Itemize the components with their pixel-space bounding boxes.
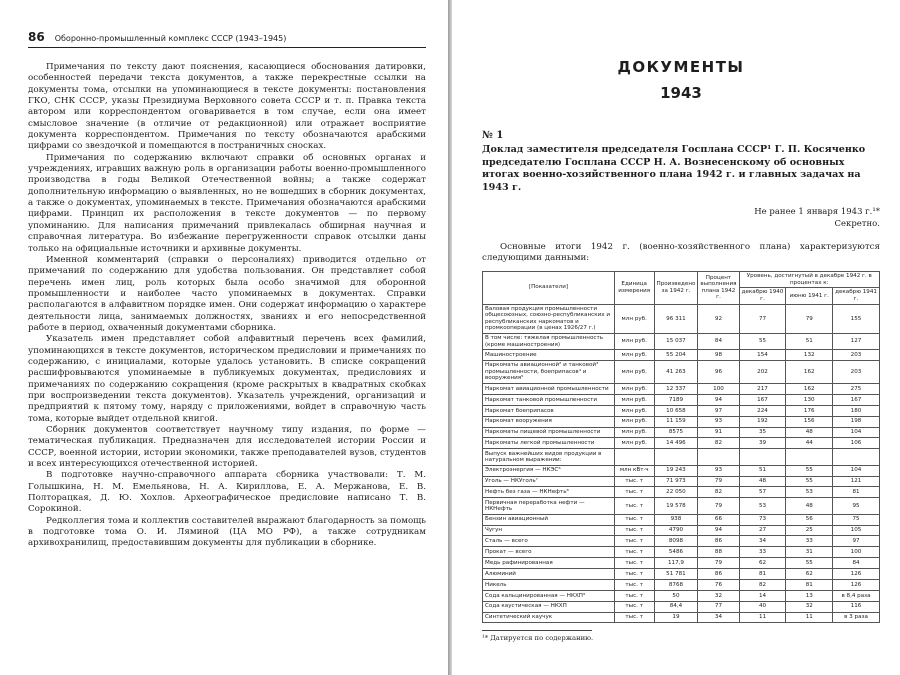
header-dec-1941: декабрю 1941 г. — [833, 288, 880, 304]
table-row — [483, 601, 880, 612]
cell-produced: 84,4 — [654, 601, 698, 612]
cell-produced: 117,9 — [654, 558, 698, 569]
header-percent-plan: Процент выполнения плана 1942 г. — [698, 271, 739, 304]
cell-percent-plan: 79 — [698, 558, 739, 569]
cell-percent-plan: 34 — [698, 612, 739, 623]
cell-indicator: Валовая продукция промышленности общесоюзных, союзно-республиканских и республиканских наркоматов и промкооперации (в ценах 1926/27 г.) — [483, 304, 615, 333]
year-heading: 1943 — [660, 84, 702, 102]
cell-indicator: Сода кальцинированная — НКХП⁹ — [483, 590, 615, 601]
cell-jun-1941: 79 — [786, 304, 833, 333]
table-row — [483, 558, 880, 569]
cell-dec-1941: 121 — [833, 476, 880, 487]
table-row — [483, 394, 880, 405]
paragraph: Сборник документов соответствует научному типу издания, по форме — тематическая публикация. Предназначен для исследователей истории России и СССР, военной истории, истории экономики, также преподавателей вузов, студентов и всех интересующихся отечественной историей. — [28, 425, 426, 470]
cell-dec-1940: 57 — [739, 487, 786, 498]
cell-percent-plan: 77 — [698, 601, 739, 612]
classification-mark: Секретно. — [834, 219, 880, 229]
cell-dec-1941: 97 — [833, 536, 880, 547]
cell-jun-1941: 81 — [786, 579, 833, 590]
cell-unit: тыс. т — [614, 590, 654, 601]
cell-jun-1941: 162 — [786, 384, 833, 395]
cell-dec-1941: 106 — [833, 438, 880, 449]
paragraph: Примечания по тексту дают пояснения, касающиеся обоснования датировки, особенностей передачи текста документов, а также перекрестные ссылки на документы тома, отсылки на упоминающиеся в тексте документы: постановления ГКО, СНК СССР, указы Президиума Верховного совета СССР и т. п. Правка текста автором или корреспондентом оговаривается в том случае, если она имеет смысловое значение (в отличие от редакционной) или отражает восприятие документа корреспондентом. Примечания по тексту обозначаются арабскими цифрами со звездочкой и помещаются в постраничных сносках. — [28, 62, 426, 152]
cell-percent-plan: 94 — [698, 525, 739, 536]
cell-dec-1941: 167 — [833, 394, 880, 405]
cell-indicator: Наркомат танковой промышленности — [483, 394, 615, 405]
cell-percent-plan: 93 — [698, 465, 739, 476]
cell-jun-1941: 48 — [786, 427, 833, 438]
header-level-group: Уровень, достигнутый в декабре 1942 г. в процентах к: — [739, 271, 879, 287]
cell-jun-1941: 130 — [786, 394, 833, 405]
cell-percent-plan: 82 — [698, 438, 739, 449]
cell-unit: млн руб. — [614, 416, 654, 427]
cell-dec-1941: 81 — [833, 487, 880, 498]
cell-indicator: Медь рафинированная — [483, 558, 615, 569]
table-row — [483, 350, 880, 361]
cell-unit: млн руб. — [614, 405, 654, 416]
table-row — [483, 579, 880, 590]
cell-dec-1941: 198 — [833, 416, 880, 427]
cell-produced: 11 159 — [654, 416, 698, 427]
cell-dec-1941: 155 — [833, 304, 880, 333]
cell-jun-1941: 56 — [786, 514, 833, 525]
table-row — [483, 384, 880, 395]
cell-indicator: Наркоматы пищевой промышленности — [483, 427, 615, 438]
cell-jun-1941: 55 — [786, 558, 833, 569]
cell-produced: 19 578 — [654, 498, 698, 514]
cell-dec-1940: 51 — [739, 465, 786, 476]
cell-dec-1940: 77 — [739, 304, 786, 333]
cell-unit: тыс. т — [614, 601, 654, 612]
cell-produced: 22 050 — [654, 487, 698, 498]
cell-unit — [614, 449, 654, 465]
cell-dec-1940: 73 — [739, 514, 786, 525]
cell-dec-1940: 11 — [739, 612, 786, 623]
right-page — [452, 0, 900, 675]
cell-dec-1941: 203 — [833, 361, 880, 384]
cell-percent-plan: 93 — [698, 416, 739, 427]
cell-dec-1941: 126 — [833, 569, 880, 580]
cell-indicator: Машиностроение — [483, 350, 615, 361]
header-unit: Единица измерения — [614, 271, 654, 304]
cell-dec-1940: 14 — [739, 590, 786, 601]
cell-dec-1940: 40 — [739, 601, 786, 612]
cell-percent-plan: 79 — [698, 476, 739, 487]
cell-jun-1941: 31 — [786, 547, 833, 558]
cell-percent-plan: 97 — [698, 405, 739, 416]
cell-produced: 14 496 — [654, 438, 698, 449]
cell-jun-1941: 156 — [786, 416, 833, 427]
cell-dec-1940: 39 — [739, 438, 786, 449]
header-jun-1941: июню 1941 г. — [786, 288, 833, 304]
cell-percent-plan: 79 — [698, 498, 739, 514]
cell-unit: млн руб. — [614, 333, 654, 349]
cell-indicator: Чугун — [483, 525, 615, 536]
document-title: Доклад заместителя председателя Госплана СССР¹ Г. П. Косяченко председателю Госплана СССР Н. А. Вознесенскому об основных итогах военно-хозяйственного плана 1942 г. и главных задачах на 1943 г. — [482, 144, 866, 193]
cell-unit: тыс. т — [614, 569, 654, 580]
document-date: Не ранее 1 января 1943 г.¹* — [754, 207, 880, 217]
cell-indicator: Синтетический каучук — [483, 612, 615, 623]
cell-produced — [654, 449, 698, 465]
cell-percent-plan: 82 — [698, 487, 739, 498]
cell-unit: тыс. т — [614, 612, 654, 623]
cell-produced: 96 311 — [654, 304, 698, 333]
cell-indicator: Сода каустическая — НКХП — [483, 601, 615, 612]
paragraph: Именной комментарий (справки о персоналиях) приводится отдельно от примечаний по содержанию для удобства пользования. Он представляет собой перечень имен лиц, роль которых была особо значимой для оборонной промышленности и наиболее часто упоминаемых в документах. Справки располагаются в алфавитном порядке имен. Они содержат информацию о характере деятельности лица, занимаемых должностях, званиях и его непосредственной работе в период, охваченный документами сборника. — [28, 254, 426, 333]
cell-dec-1940: 192 — [739, 416, 786, 427]
cell-unit: млн руб. — [614, 427, 654, 438]
cell-dec-1940: 35 — [739, 427, 786, 438]
cell-percent-plan: 98 — [698, 350, 739, 361]
cell-indicator: Бензин авиационный — [483, 514, 615, 525]
cell-indicator: Наркомат вооружения — [483, 416, 615, 427]
cell-percent-plan: 94 — [698, 394, 739, 405]
cell-produced: 938 — [654, 514, 698, 525]
cell-dec-1941: 100 — [833, 547, 880, 558]
cell-percent-plan: 86 — [698, 536, 739, 547]
cell-unit: млн руб. — [614, 304, 654, 333]
cell-unit: тыс. т — [614, 525, 654, 536]
document-number: № 1 — [482, 130, 504, 141]
cell-indicator: Наркоматы легкой промышленности — [483, 438, 615, 449]
cell-dec-1940: 202 — [739, 361, 786, 384]
results-table — [482, 271, 880, 624]
cell-indicator: В том числе: тяжелая промышленность (кроме машиностроения) — [483, 333, 615, 349]
cell-produced: 51 781 — [654, 569, 698, 580]
cell-dec-1941: 104 — [833, 427, 880, 438]
cell-dec-1941: 75 — [833, 514, 880, 525]
cell-jun-1941: 55 — [786, 465, 833, 476]
cell-dec-1940: 33 — [739, 547, 786, 558]
cell-jun-1941: 33 — [786, 536, 833, 547]
cell-jun-1941: 176 — [786, 405, 833, 416]
running-header — [28, 30, 426, 48]
cell-produced: 8768 — [654, 579, 698, 590]
cell-dec-1940: 154 — [739, 350, 786, 361]
cell-percent-plan: 84 — [698, 333, 739, 349]
cell-dec-1941: 95 — [833, 498, 880, 514]
footnote-rule — [482, 630, 592, 631]
left-page — [0, 0, 448, 675]
cell-indicator: Наркомат боеприпасов — [483, 405, 615, 416]
cell-produced: 8098 — [654, 536, 698, 547]
running-head-title: Оборонно-промышленный комплекс СССР (1943–1945) — [54, 34, 287, 43]
cell-jun-1941: 132 — [786, 350, 833, 361]
cell-produced: 5486 — [654, 547, 698, 558]
cell-unit: млн руб. — [614, 350, 654, 361]
cell-dec-1940: 82 — [739, 579, 786, 590]
cell-dec-1941: 116 — [833, 601, 880, 612]
cell-percent-plan: 66 — [698, 514, 739, 525]
cell-jun-1941: 55 — [786, 476, 833, 487]
cell-indicator: Электроэнергия — НКЭС⁶ — [483, 465, 615, 476]
table-row — [483, 427, 880, 438]
cell-unit: тыс. т — [614, 514, 654, 525]
cell-percent-plan: 76 — [698, 579, 739, 590]
intro-paragraph: Основные итоги 1942 г. (военно-хозяйственного плана) характеризуются следующими данными: — [482, 242, 880, 264]
cell-dec-1940: 34 — [739, 536, 786, 547]
cell-indicator: Никель — [483, 579, 615, 590]
cell-dec-1940: 27 — [739, 525, 786, 536]
cell-jun-1941: 162 — [786, 361, 833, 384]
table-row — [483, 514, 880, 525]
cell-unit: тыс. т — [614, 579, 654, 590]
cell-unit: млн руб. — [614, 384, 654, 395]
cell-dec-1941: 126 — [833, 579, 880, 590]
cell-produced: 19 243 — [654, 465, 698, 476]
cell-dec-1940: 62 — [739, 558, 786, 569]
cell-indicator: Нефть без газа — НКНефть⁸ — [483, 487, 615, 498]
cell-dec-1940 — [739, 449, 786, 465]
cell-produced: 8575 — [654, 427, 698, 438]
cell-unit: тыс. т — [614, 536, 654, 547]
cell-unit: тыс. т — [614, 558, 654, 569]
cell-dec-1940: 53 — [739, 498, 786, 514]
table-row — [483, 569, 880, 580]
cell-percent-plan: 88 — [698, 547, 739, 558]
paragraph: Редколлегия тома и коллектив составителей выражают благодарность за помощь в подготовке тома О. И. Ляминой (ЦА МО РФ), а также сотрудникам архивохранилищ, предоставившим документы для публикации в сборнике. — [28, 515, 426, 549]
cell-jun-1941: 13 — [786, 590, 833, 601]
cell-jun-1941: 48 — [786, 498, 833, 514]
cell-produced: 12 337 — [654, 384, 698, 395]
table-row — [483, 405, 880, 416]
cell-jun-1941: 51 — [786, 333, 833, 349]
cell-produced: 4790 — [654, 525, 698, 536]
cell-dec-1940: 55 — [739, 333, 786, 349]
cell-indicator: Наркоматы авиационной² и танковой³ промышленности, боеприпасов⁴ и вооружения⁵ — [483, 361, 615, 384]
cell-unit: тыс. т — [614, 498, 654, 514]
paragraph: Указатель имен представляет собой алфавитный перечень всех фамилий, упоминающихся в тексте документов, историческом предисловии и примечаниях по содержанию, с инициалами, которые удалось установить. В списке сокращений расшифровываются упоминаемые в публикуемых документах, предисловиях и примечаниях по содержанию сокращения (кроме раскрытых в квадратных скобках при воспроизведении текста документов). Указатель учреждений, организаций и предприятий к пятому тому, наряду с приложениями, войдет в справочную часть тома, которые выйдет отдельной книгой. — [28, 334, 426, 424]
cell-jun-1941: 25 — [786, 525, 833, 536]
header-dec-1940: декабрю 1940 г. — [739, 288, 786, 304]
cell-unit: тыс. т — [614, 476, 654, 487]
cell-dec-1941 — [833, 449, 880, 465]
table-row — [483, 416, 880, 427]
cell-dec-1941: 84 — [833, 558, 880, 569]
cell-indicator: Прокат — всего — [483, 547, 615, 558]
table-row — [483, 498, 880, 514]
cell-indicator: Первичная переработка нефти — НКНефть — [483, 498, 615, 514]
cell-percent-plan: 100 — [698, 384, 739, 395]
cell-unit: млн руб. — [614, 394, 654, 405]
table-row — [483, 476, 880, 487]
cell-dec-1941: 104 — [833, 465, 880, 476]
cell-dec-1941: 127 — [833, 333, 880, 349]
table-row — [483, 487, 880, 498]
cell-indicator: Уголь — НКУголь⁷ — [483, 476, 615, 487]
table-row — [483, 333, 880, 349]
cell-unit: тыс. т — [614, 487, 654, 498]
table-row — [483, 438, 880, 449]
cell-unit: млн руб. — [614, 438, 654, 449]
cell-produced: 41 263 — [654, 361, 698, 384]
cell-jun-1941: 11 — [786, 612, 833, 623]
cell-produced: 7189 — [654, 394, 698, 405]
cell-produced: 55 204 — [654, 350, 698, 361]
table-row — [483, 547, 880, 558]
cell-dec-1940: 81 — [739, 569, 786, 580]
cell-indicator: Алюминий — [483, 569, 615, 580]
cell-indicator: Выпуск важнейших видов продукции в натуральном выражении: — [483, 449, 615, 465]
paragraph: В подготовке научно-справочного аппарата сборника участвовали: Т. М. Голышкина, Н. М. Емельянова, Н. А. Кириллова, Е. А. Мержанова, Е. В. Полторацкая, Д. Ю. Хохлов. Археографическое предисловие написано Т. В. Сорокиной. — [28, 470, 426, 515]
cell-dec-1940: 167 — [739, 394, 786, 405]
cell-unit: тыс. т — [614, 547, 654, 558]
cell-indicator: Наркомат авиационной промышленности — [483, 384, 615, 395]
table-row — [483, 361, 880, 384]
header-produced: Произведено за 1942 г. — [654, 271, 698, 304]
cell-jun-1941: 32 — [786, 601, 833, 612]
cell-produced: 50 — [654, 590, 698, 601]
cell-percent-plan: 32 — [698, 590, 739, 601]
cell-percent-plan: 91 — [698, 427, 739, 438]
cell-produced: 10 658 — [654, 405, 698, 416]
cell-unit: млн руб. — [614, 361, 654, 384]
table-row — [483, 449, 880, 465]
cell-dec-1940: 217 — [739, 384, 786, 395]
table-row — [483, 525, 880, 536]
cell-dec-1941: 180 — [833, 405, 880, 416]
cell-unit: млн кВт·ч — [614, 465, 654, 476]
cell-produced: 19 — [654, 612, 698, 623]
paragraph: Примечания по содержанию включают справки об основных органах и учреждениях, игравших важную роль в организации работы военно-промышленного производства в годы Великой Отечественной войны; а также содержат дополнительную информацию о выявленных, но не вошедших в сборник документах, а также о документах, упоминаемых в тексте. Примечания обозначаются арабскими цифрами. Принцип их расположения в тексте документов — по первому упоминанию. Для написания примечаний привлекалась обширная научная и справочная литература. Во избежание перегруженности справок отсылки даны только на официальные источники и архивные документы. — [28, 152, 426, 254]
cell-indicator: Сталь — всего — [483, 536, 615, 547]
cell-dec-1940: 48 — [739, 476, 786, 487]
cell-jun-1941: 44 — [786, 438, 833, 449]
table-row — [483, 612, 880, 623]
cell-dec-1941: в 3 раза — [833, 612, 880, 623]
cell-jun-1941 — [786, 449, 833, 465]
cell-jun-1941: 53 — [786, 487, 833, 498]
cell-percent-plan: 86 — [698, 569, 739, 580]
footnote: ¹* Датируется по содержанию. — [482, 634, 594, 643]
cell-percent-plan: 96 — [698, 361, 739, 384]
cell-produced: 71 973 — [654, 476, 698, 487]
cell-percent-plan: 92 — [698, 304, 739, 333]
cell-dec-1941: 105 — [833, 525, 880, 536]
cell-dec-1941: 275 — [833, 384, 880, 395]
table-row — [483, 465, 880, 476]
cell-dec-1941: 203 — [833, 350, 880, 361]
table-row — [483, 590, 880, 601]
page-number: 86 — [28, 30, 45, 44]
cell-dec-1941: в 8,4 раза — [833, 590, 880, 601]
section-heading: ДОКУМЕНТЫ — [617, 58, 745, 76]
table-row — [483, 536, 880, 547]
cell-produced: 15 037 — [654, 333, 698, 349]
table-row — [483, 304, 880, 333]
table-body — [483, 304, 880, 623]
header-indicator: [Показатели] — [483, 271, 615, 304]
cell-dec-1940: 224 — [739, 405, 786, 416]
cell-jun-1941: 62 — [786, 569, 833, 580]
cell-percent-plan — [698, 449, 739, 465]
